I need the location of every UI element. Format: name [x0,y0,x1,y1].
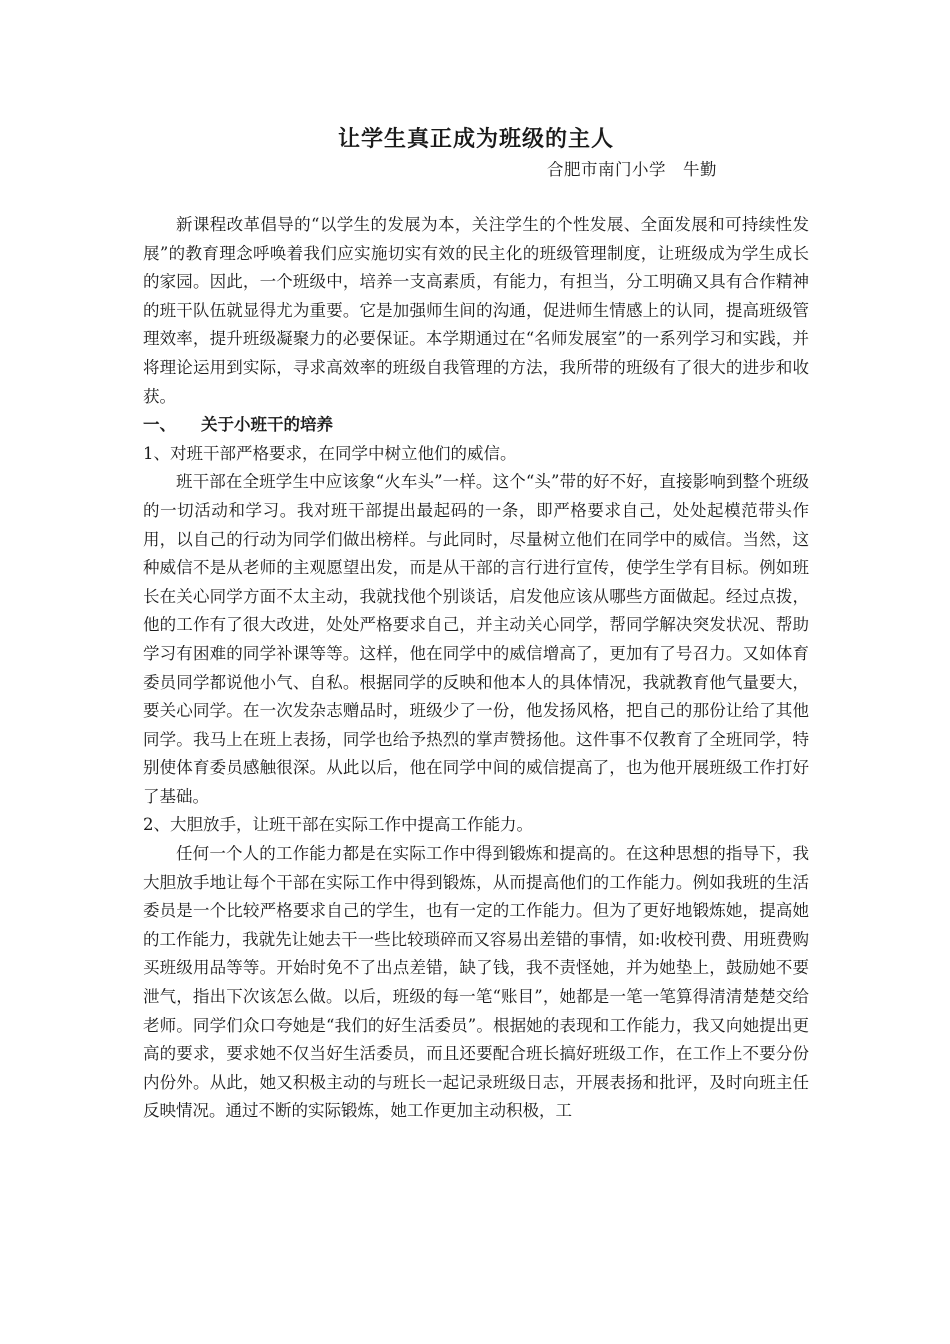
section-heading [143,411,809,440]
document-page [143,112,809,1126]
section-number: 一、 [143,415,176,435]
paragraph-2: 任何一个人的工作能力都是在实际工作中得到锻炼和提高的。在这种思想的指导下，我大胆放手地让每个干部在实际工作中得到锻炼，从而提高他们的工作能力。例如我班的生活委员是一个比较严格要求自己的学生，也有一定的工作能力。但为了更好地锻炼她，提高她的工作能力，我就先让她去干一些比较琐碎而又容易出差错的事情，如:收校刊费、用班费购买班级用品等等。开始时免不了出点差错，缺了钱，我不责怪她，并为她垫上，鼓励她不要泄气，指出下次该怎么做。以后，班级的每一笔“账目”，她都是一笔一笔算得清清楚楚交给老师。同学们众口夸她是“我们的好生活委员”。根据她的表现和工作能力，我又向她提出更高的要求，要求她不仅当好生活委员，而且还要配合班长搞好班级工作，在工作上不要分份内份外。从此，她又积极主动的与班长一起记录班级日志，开展表扬和批评，及时向班主任反映情况。通过不断的实际锻炼，她工作更加主动积极，工 [143,844,809,1121]
point-2: 2、大胆放手，让班干部在实际工作中提高工作能力。 [143,815,533,835]
paragraph-1: 班干部在全班学生中应该象“火车头”一样。这个“头”带的好不好，直接影响到整个班级的一切活动和学习。我对班干部提出最起码的一条，即严格要求自己，处处起模范带头作用，以自己的行动为同学们做出榜样。与此同时，尽量树立他们在同学中的威信。当然，这种威信不是从老师的主观愿望出发，而是从干部的言行进行宣传，使学生学有目标。例如班长在关心同学方面不太主动，我就找他个别谈话，启发他应该从哪些方面做起。经过点拨，他的工作有了很大改进，处处严格要求自己，并主动关心同学，帮同学解决突发状况、帮助学习有困难的同学补课等等。这样，他在同学中的威信增高了，更加有了号召力。又如体育委员同学都说他小气、自私。根据同学的反映和他本人的具体情况，我就教育他气量要大，要关心同学。在一次发杂志赠品时，班级少了一份，他发扬风格，把自己的那份让给了其他同学。我马上在班上表扬，同学也给予热烈的掌声赞扬他。这件事不仅教育了全班同学，特别使体育委员感触很深。从此以后，他在同学中间的威信提高了，也为他开展班级工作打好了基础。 [143,472,809,806]
intro-paragraph: 新课程改革倡导的“以学生的发展为本，关注学生的个性发展、全面发展和可持续性发展”的教育理念呼唤着我们应实施切实有效的民主化的班级管理制度，让班级成为学生成长的家园。因此，一个班级中，培养一支高素质，有能力，有担当，分工明确又具有合作精神的班干队伍就显得尤为重要。它是加强师生间的沟通，促进师生情感上的认同，提高班级管理效率，提升班级凝聚力的必要保证。本学期通过在“名师发展室”的一系列学习和实践，并将理论运用到实际，寻求高效率的班级自我管理的方法，我所带的班级有了很大的进步和收获。 [143,215,809,406]
section-heading-text: 关于小班干的培养 [201,415,333,435]
document-title: 让学生真正成为班级的主人 [337,127,614,152]
author-line: 合肥市南门小学 牛勤 [547,160,717,179]
document-body [143,211,809,1126]
point-1: 1、对班干部严格要求，在同学中树立他们的威信。 [143,443,517,463]
